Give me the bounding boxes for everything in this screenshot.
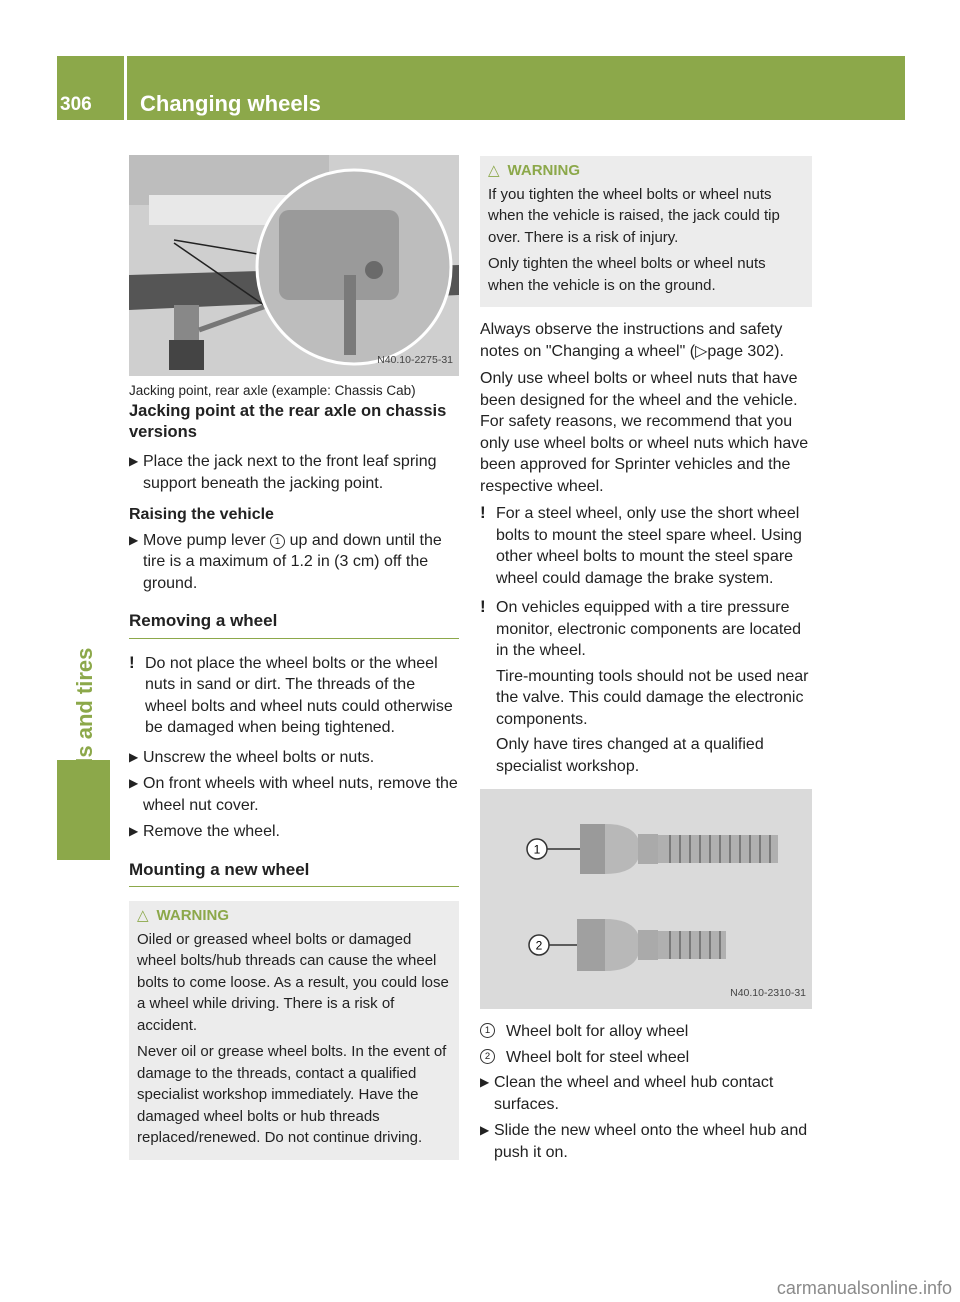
body-paragraph: Only use wheel bolts or wheel nuts that have been designed for the wheel and the vehicle. For safety reasons, we recommend that you only use wheel bolts or wheel nuts which have been approved for Sprinter vehicles and the respective wheel. bbox=[480, 370, 809, 495]
step-item bbox=[480, 1120, 812, 1163]
warning-header bbox=[488, 160, 804, 182]
step-item bbox=[129, 773, 459, 816]
step-text: Clean the wheel and wheel hub contact surfaces. bbox=[494, 1074, 774, 1113]
step-text: Unscrew the wheel bolts or nuts. bbox=[143, 748, 375, 766]
step-item bbox=[129, 451, 459, 494]
legend-item bbox=[480, 1047, 812, 1069]
note-text: For a steel wheel, only use the short wheel bolts to mount the steel spare wheel. Using other wheel bolts to mount the steel spare wheel could damage the brake system. bbox=[496, 505, 802, 587]
step-text: Remove the wheel. bbox=[143, 823, 280, 840]
arrow-icon: ▶ bbox=[129, 749, 139, 764]
note-text: On vehicles equipped with a tire pressure monitor, electronic components are located in the wheel. bbox=[496, 599, 802, 659]
exclamation-icon: ! bbox=[480, 597, 486, 616]
header-separator bbox=[124, 56, 127, 120]
callout-1-label: 1 bbox=[533, 842, 541, 857]
exclamation-icon: ! bbox=[480, 503, 486, 522]
para-text: ). bbox=[774, 342, 784, 360]
note-item bbox=[480, 597, 812, 777]
body-paragraph bbox=[480, 319, 812, 362]
warning-label: WARNING bbox=[156, 907, 230, 924]
note-text: Only have tires changed at a qualified specialist workshop. bbox=[496, 736, 764, 775]
figure-code: N40.10-2310-31 bbox=[730, 986, 806, 999]
arrow-icon: ▶ bbox=[480, 1075, 490, 1089]
step-item bbox=[480, 1072, 812, 1115]
raising-heading: Raising the vehicle bbox=[129, 506, 274, 523]
legend-number: 2 bbox=[480, 1049, 495, 1064]
step-item bbox=[129, 530, 459, 595]
exclamation-icon: ! bbox=[129, 652, 135, 672]
step-text: Place the jack next to the front leaf spring support beneath the jacking point. bbox=[143, 453, 437, 492]
jacking-point-figure bbox=[129, 155, 459, 376]
section-title: Changing wheels bbox=[140, 91, 321, 116]
arrow-icon: ▶ bbox=[129, 824, 139, 838]
step-text: Move pump lever bbox=[143, 531, 271, 549]
note-item bbox=[480, 503, 812, 589]
warning-triangle-icon: △ bbox=[137, 907, 149, 924]
note-item bbox=[129, 653, 459, 739]
step-text: On front wheels with wheel nuts, remove the wheel nut cover. bbox=[143, 775, 458, 814]
page-number: 306 bbox=[60, 94, 92, 115]
warning-text: If you tighten the wheel bolts or wheel nuts when the vehicle is raised, the jack could tip over. There is a risk of injury. bbox=[488, 185, 780, 246]
arrow-icon: ▶ bbox=[129, 776, 139, 790]
page-ref-arrow-icon: ▷ bbox=[695, 342, 708, 360]
right-column bbox=[480, 156, 812, 1168]
step-item bbox=[129, 747, 459, 769]
legend-item bbox=[480, 1021, 812, 1043]
jacking-heading: Jacking point at the rear axle on chassis versions bbox=[129, 402, 447, 441]
para-text: Always observe the instructions and safety notes on "Changing a wheel" ( bbox=[480, 321, 783, 360]
side-label: Wheels and tires bbox=[72, 647, 97, 823]
warning-label: WARNING bbox=[507, 162, 581, 179]
jacking-point-illustration bbox=[129, 155, 459, 376]
page-ref-link[interactable]: page 302 bbox=[707, 342, 775, 360]
step-item bbox=[129, 821, 459, 843]
warning-text: Never oil or grease wheel bolts. In the event of damage to the threads, contact a qualified specialist workshop immediately. Have the damaged wheel bolts or hub threads replaced/renewed. Do not continue driving. bbox=[137, 1043, 447, 1146]
arrow-icon: ▶ bbox=[129, 532, 139, 547]
warning-header bbox=[137, 905, 451, 927]
wheel-bolts-figure bbox=[480, 789, 812, 1009]
figure-code: N40.10-2275-31 bbox=[377, 353, 453, 366]
legend-number: 1 bbox=[480, 1023, 495, 1038]
warning-text: Oiled or greased wheel bolts or damaged wheel bolts/hub threads can cause the wheel bolts to come loose. As a result, you could lose a wheel while driving. There is a risk of accident. bbox=[137, 930, 449, 1034]
arrow-icon: ▶ bbox=[129, 454, 139, 468]
note-text: Tire-mounting tools should not be used near the valve. This could damage the electronic components. bbox=[496, 667, 809, 728]
removing-heading: Removing a wheel bbox=[129, 610, 459, 639]
step-text: Slide the new wheel onto the wheel hub and push it on. bbox=[494, 1122, 808, 1161]
legend-text: Wheel bolt for alloy wheel bbox=[506, 1023, 689, 1040]
warning-box bbox=[480, 156, 812, 307]
left-column bbox=[129, 155, 459, 1170]
figure-caption: Jacking point, rear axle (example: Chassis Cab) bbox=[129, 383, 416, 398]
warning-triangle-icon: △ bbox=[488, 162, 500, 179]
watermark: carmanualsonline.info bbox=[776, 1278, 952, 1298]
legend-text: Wheel bolt for steel wheel bbox=[506, 1048, 690, 1066]
note-text: Do not place the wheel bolts or the wheel nuts in sand or dirt. The threads of the wheel bolts and wheel nuts could otherwise be damaged when being tightened. bbox=[145, 654, 453, 736]
step-text: up and down until the tire is a maximum of 1.2 in (3 cm) off the ground. bbox=[143, 531, 442, 592]
callout-2-label: 2 bbox=[535, 938, 543, 953]
wheel-bolts-illustration bbox=[480, 789, 812, 1009]
warning-box bbox=[129, 901, 459, 1160]
warning-text: Only tighten the wheel bolts or wheel nuts when the vehicle is on the ground. bbox=[488, 255, 766, 294]
mounting-heading: Mounting a new wheel bbox=[129, 859, 459, 888]
arrow-icon: ▶ bbox=[480, 1123, 490, 1137]
callout-number: 1 bbox=[270, 534, 285, 549]
